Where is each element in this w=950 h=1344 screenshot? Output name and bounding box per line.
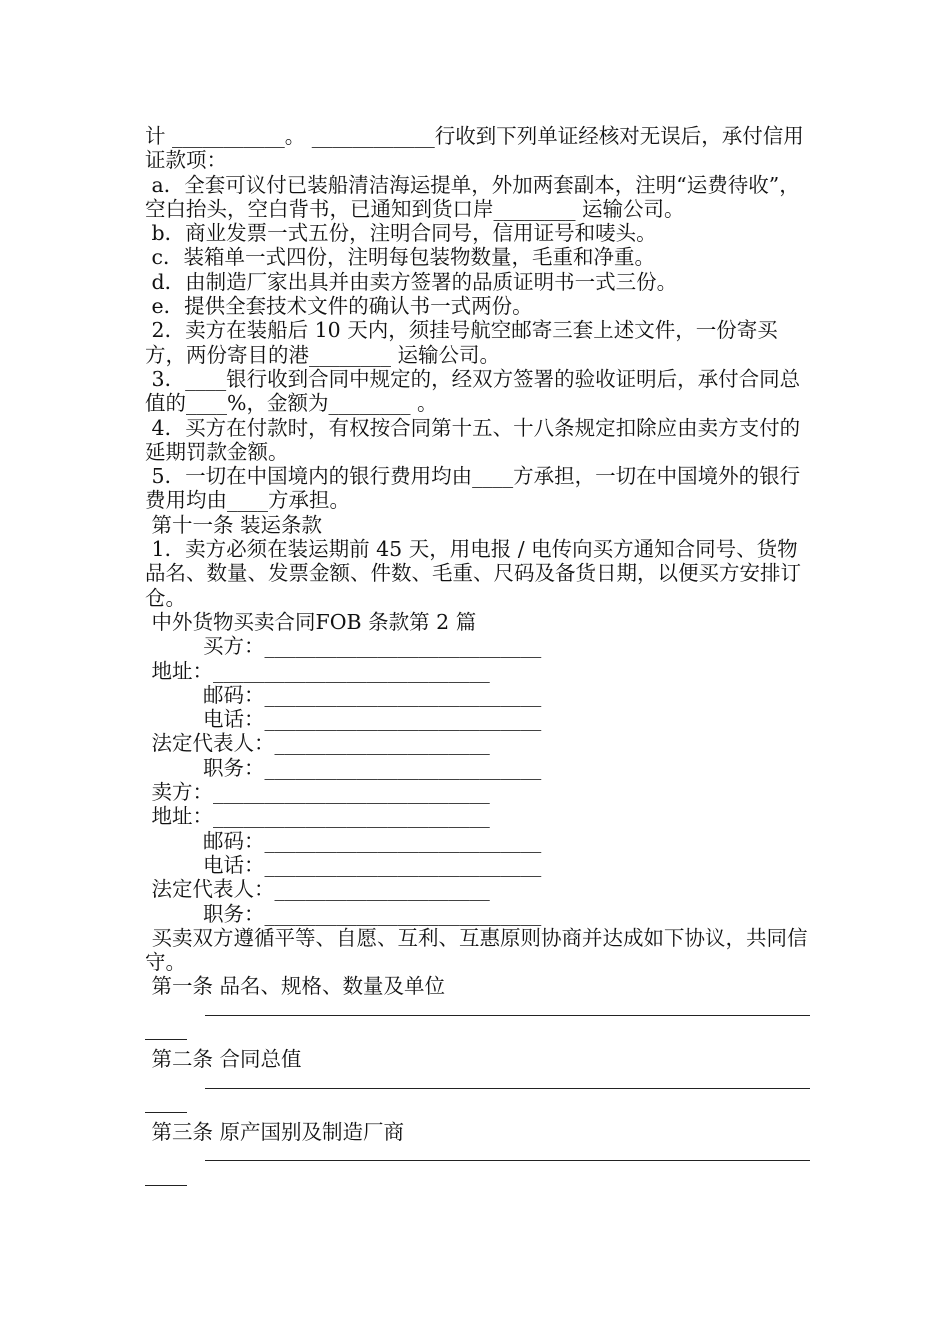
seller-position-field: 职务：___________________________ [203, 901, 542, 926]
payment-item-2: 2．卖方在装船后 10 天内，须挂号航空邮寄三套上述文件，一份寄买方，两份寄目的港________ 运输公司。 [145, 318, 778, 367]
article-3-blank-tail [145, 1169, 810, 1193]
fill-in-line-tail [145, 1112, 187, 1113]
payment-item-5: 5．一切在中国境内的银行费用均由____方承担，一切在中国境外的银行费用均由____方承担。 [145, 464, 801, 513]
buyer-postcode-field: 邮码：___________________________ [203, 682, 542, 707]
article-2-blank-tail [145, 1096, 810, 1120]
fill-in-line [205, 1160, 810, 1161]
article-2-heading: 第二条 合同总值 [145, 1047, 302, 1072]
buyer-field: 买方：___________________________ [203, 634, 542, 659]
contract-page [145, 124, 810, 1193]
payment-clause-intro: 计 ___________。 ____________行收到下列单证经核对无误后，承付信用证款项： [145, 124, 804, 173]
article-1-heading: 第一条 品名、规格、数量及单位 [145, 974, 446, 999]
document-item-c: c．装箱单一式四份，注明每包装物数量，毛重和净重。 [145, 245, 656, 270]
fill-in-line-tail [145, 1185, 187, 1186]
seller-field: 卖方：___________________________ [145, 780, 490, 805]
payment-item-4: 4．买方在付款时，有权按合同第十五、十八条规定扣除应由卖方支付的延期罚款金额。 [145, 415, 801, 464]
document-item-b: b．商业发票一式五份，注明合同号，信用证号和唛头。 [145, 221, 657, 246]
fill-in-line [205, 1088, 810, 1089]
buyer-phone-field: 电话：___________________________ [203, 707, 542, 732]
buyer-legal-rep-field: 法定代表人：_____________________ [145, 731, 490, 756]
article-11-heading: 第十一条 装运条款 [145, 512, 323, 537]
shipment-item-1: 1．卖方必须在装运期前 45 天，用电报 / 电传向买方通知合同号、货物品名、数量、发票金额、件数、毛重、尺码及备货日期，以便买方安排订仓。 [145, 537, 801, 610]
seller-phone-field: 电话：___________________________ [203, 852, 542, 877]
agreement-statement: 买卖双方遵循平等、自愿、互利、互惠原则协商并达成如下协议，共同信守。 [145, 925, 808, 975]
article-1-blank-tail [145, 1023, 810, 1047]
article-3-blank [145, 1144, 810, 1168]
fill-in-line [205, 1015, 810, 1016]
document-item-a: a．全套可议付已装船清洁海运提单，外加两套副本，注明“运费待收”，空白抬头，空白背书，已通知到货口岸________ 运输公司。 [145, 172, 800, 221]
seller-legal-rep-field: 法定代表人：_____________________ [145, 877, 490, 902]
document-item-e: e．提供全套技术文件的确认书一式两份。 [145, 294, 533, 319]
article-1-blank [145, 999, 810, 1023]
seller-postcode-field: 邮码：___________________________ [203, 828, 542, 853]
article-2-blank [145, 1072, 810, 1096]
document-item-d: d．由制造厂家出具并由卖方签署的品质证明书一式三份。 [145, 269, 678, 294]
article-3-heading: 第三条 原产国别及制造厂商 [145, 1120, 405, 1145]
seller-address-field: 地址：___________________________ [145, 804, 490, 829]
payment-item-3: 3．____银行收到合同中规定的，经双方签署的验收证明后，承付合同总值的____%，金额为________ 。 [145, 366, 801, 416]
document-title: 中外货物买卖合同FOB 条款第 2 篇 [145, 609, 477, 634]
buyer-position-field: 职务：___________________________ [203, 755, 542, 780]
fill-in-line-tail [145, 1039, 187, 1040]
buyer-address-field: 地址：___________________________ [145, 658, 490, 683]
